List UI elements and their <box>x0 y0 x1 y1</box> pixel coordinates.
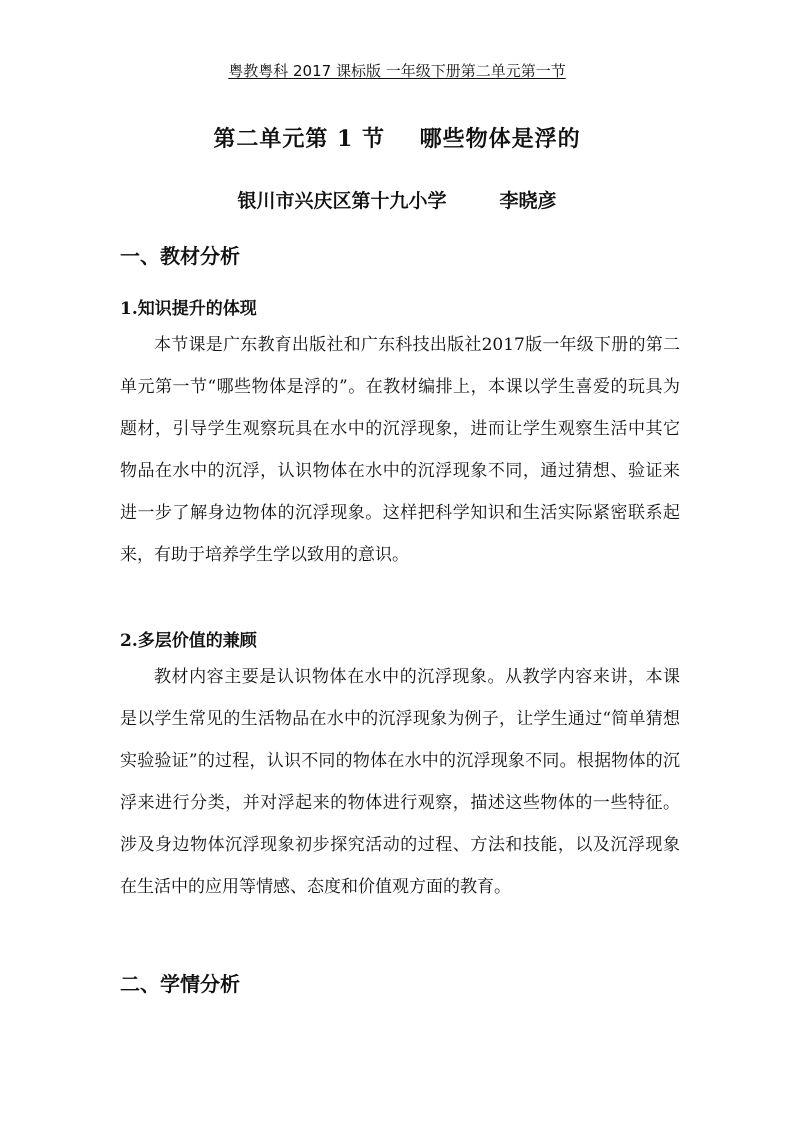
author-line: 银川市兴庆区第十九小学 李晓彦 <box>237 190 557 212</box>
section-heading-textbook-analysis: 一、教材分析 <box>120 244 240 268</box>
paragraph-values: 教材内容主要是认识物体在水中的沉浮现象。从教学内容来讲，本课是以学生常见的生活物品在水中的沉浮现象为例子，让学生通过“简单猜想 实验验证”的过程，认识不同的物体在水中的沉浮现象不同。根据物体的沉浮来进行分类，并对浮起来的物体进行观察，描述这些物体的一些特征。涉及身边物体沉浮现象初步探究活动的过程、方法和技能，以及沉浮现象在生活中的应用等情感、态度和价值观方面的教育。 <box>120 667 680 897</box>
section-heading-learner-analysis: 二、学情分析 <box>120 972 240 996</box>
subsection-heading-knowledge: 1.知识提升的体现 <box>120 299 257 319</box>
subsection-heading-values: 2.多层价值的兼顾 <box>120 631 257 651</box>
paragraph-knowledge: 本节课是广东教育出版社和广东科技出版社2017版一年级下册的第二单元第一节“哪些物体是浮的”。在教材编排上，本课以学生喜爱的玩具为题材，引导学生观察玩具在水中的沉浮现象，进而让学生观察生活中其它物品在水中的沉浮，认识物体在水中的沉浮现象不同，通过猜想、验证来进一步了解身边物体的沉浮现象。这样把科学知识和生活实际紧密联系起来，有助于培养学生学以致用的意识。 <box>120 335 680 565</box>
page-title: 第二单元第 1 节 哪些物体是浮的 <box>213 126 581 152</box>
page-header: 粤教粤科 2017 课标版 一年级下册第二单元第一节 <box>228 62 566 80</box>
